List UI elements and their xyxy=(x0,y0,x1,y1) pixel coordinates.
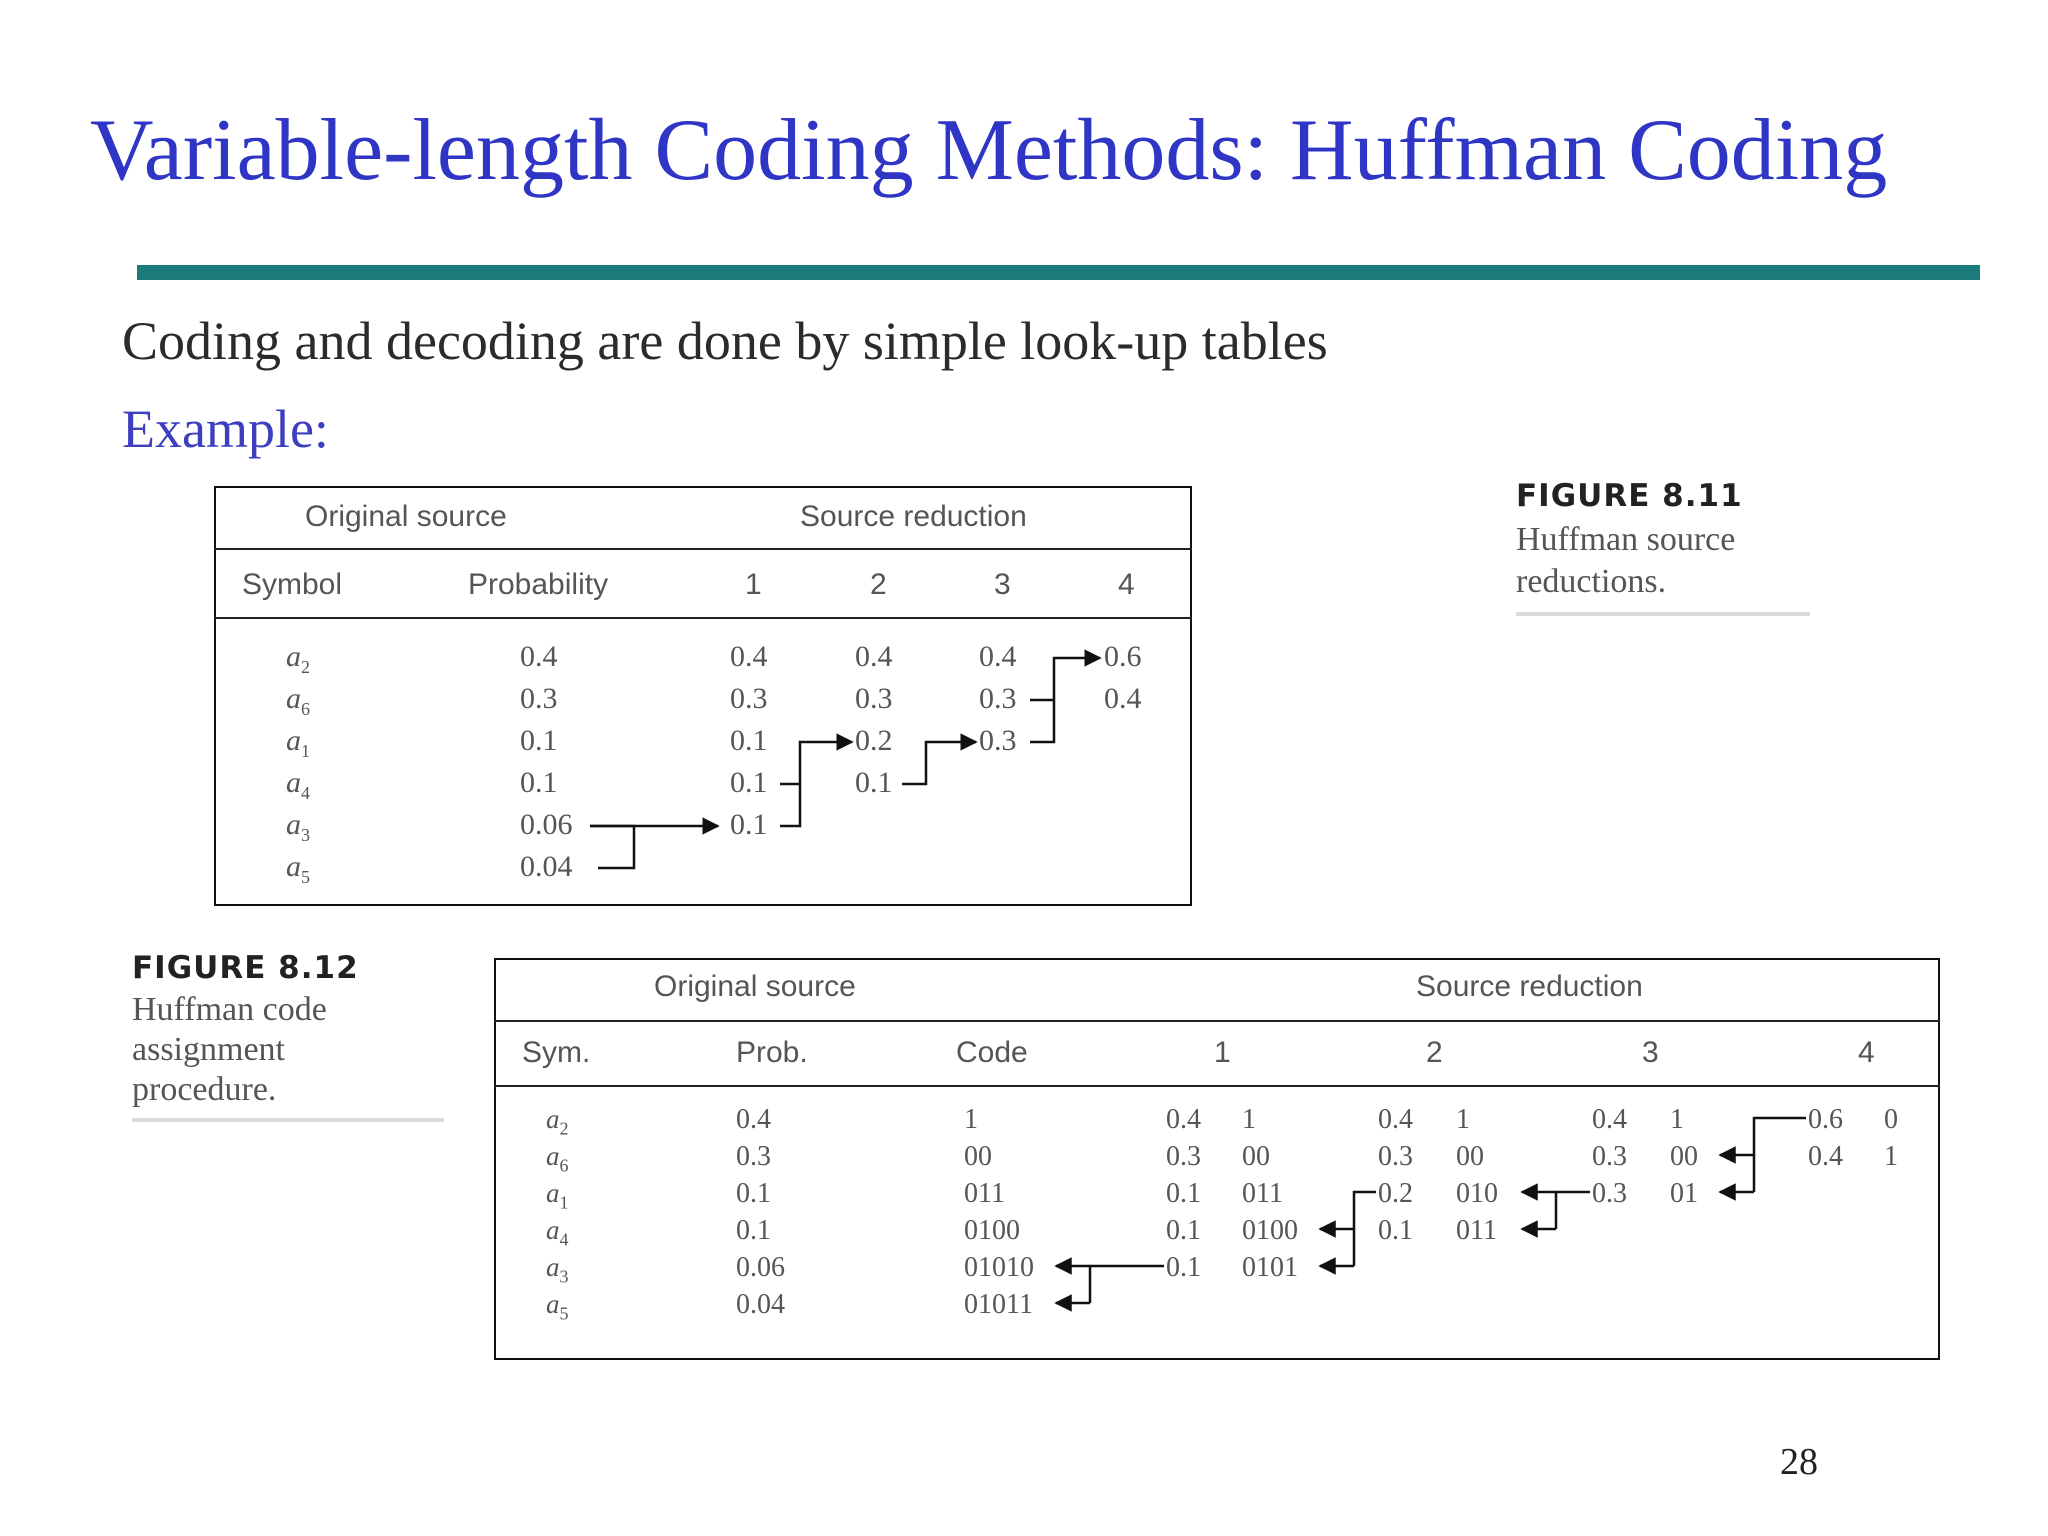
figure-8-12-r3-code: 01 xyxy=(1670,1178,1698,1209)
figure-8-11-reduction-1: 0.1 xyxy=(730,766,768,799)
slide-title: Variable-length Coding Methods: Huffman Coding xyxy=(90,102,1888,199)
figure-8-11-reduction-2: 0.1 xyxy=(855,766,893,799)
figure-8-12-col-4: 4 xyxy=(1858,1036,1875,1069)
figure-8-12-r2-code: 1 xyxy=(1456,1104,1470,1135)
figure-8-12-col-code: Code xyxy=(956,1036,1028,1069)
figure-8-12-r4-code: 0 xyxy=(1884,1104,1898,1135)
figure-8-11-probability: 0.1 xyxy=(520,766,558,799)
figure-8-12-r1-prob: 0.1 xyxy=(1166,1178,1201,1209)
figure-8-11-header-rule xyxy=(214,548,1192,550)
slide-subtitle: Coding and decoding are done by simple look-up tables xyxy=(122,311,1328,371)
figure-8-12-r2-prob: 0.4 xyxy=(1378,1104,1413,1135)
figure-8-12-header-rule xyxy=(494,1020,1940,1022)
figure-8-12-code: 011 xyxy=(964,1178,1005,1209)
figure-8-11-probability: 0.3 xyxy=(520,682,558,715)
figure-8-12-col-1: 1 xyxy=(1214,1036,1231,1069)
figure-8-11-reduction-1: 0.1 xyxy=(730,724,768,757)
figure-8-12-r4-prob: 0.4 xyxy=(1808,1141,1843,1172)
figure-8-12-probability: 0.1 xyxy=(736,1178,771,1209)
figure-8-12-r3-code: 00 xyxy=(1670,1141,1698,1172)
title-divider xyxy=(137,265,1980,280)
figure-8-11-reduction-2: 0.4 xyxy=(855,640,893,673)
figure-8-12-col-3: 3 xyxy=(1642,1036,1659,1069)
figure-8-12-code: 01010 xyxy=(964,1252,1034,1283)
figure-8-12-r4-code: 1 xyxy=(1884,1141,1898,1172)
figure-8-11-group-original: Original source xyxy=(305,500,507,533)
figure-8-12-group-reduction: Source reduction xyxy=(1416,970,1643,1003)
figure-8-11-probability: 0.4 xyxy=(520,640,558,673)
figure-8-11-reduction-3: 0.3 xyxy=(979,682,1017,715)
figure-8-12-symbol: $a_1$ xyxy=(546,1178,569,1213)
figure-8-11-probability: 0.1 xyxy=(520,724,558,757)
figure-8-11-reduction-3: 0.3 xyxy=(979,724,1017,757)
figure-8-11-col-symbol: Symbol xyxy=(242,568,343,601)
figure-8-12-caption-line: Huffman code xyxy=(132,991,327,1028)
figure-8-12-probability: 0.4 xyxy=(736,1104,771,1135)
figure-8-11-col-2: 2 xyxy=(870,568,887,601)
figure-8-12-probability: 0.1 xyxy=(736,1215,771,1246)
figure-8-12-caption-head: FIGURE 8.12 xyxy=(132,950,359,986)
figure-8-12-r1-code: 0100 xyxy=(1242,1215,1298,1246)
figure-8-11-reduction-4: 0.6 xyxy=(1104,640,1142,673)
figure-8-11-symbol: $a_6$ xyxy=(286,682,310,719)
figure-8-12-r2-prob: 0.1 xyxy=(1378,1215,1413,1246)
figure-8-12-symbol: $a_6$ xyxy=(546,1141,569,1176)
figure-8-12-r1-code: 011 xyxy=(1242,1178,1283,1209)
figure-8-12-symbol: $a_4$ xyxy=(546,1215,569,1250)
figure-8-12-column-rule xyxy=(494,1085,1940,1087)
figure-8-11-symbol: $a_3$ xyxy=(286,808,310,845)
figure-8-12-r2-code: 011 xyxy=(1456,1215,1497,1246)
figure-8-11-col-1: 1 xyxy=(745,568,762,601)
figure-8-11-column-rule xyxy=(214,617,1192,619)
figure-8-12-r3-prob: 0.3 xyxy=(1592,1178,1627,1209)
figure-8-12-code: 0100 xyxy=(964,1215,1020,1246)
figure-8-12-r3-prob: 0.3 xyxy=(1592,1141,1627,1172)
figure-8-12-code: 1 xyxy=(964,1104,978,1135)
figure-8-12-probability: 0.3 xyxy=(736,1141,771,1172)
figure-8-12-r1-prob: 0.4 xyxy=(1166,1104,1201,1135)
figure-8-11-reduction-1: 0.1 xyxy=(730,808,768,841)
example-label: Example: xyxy=(122,399,329,459)
figure-8-12-r2-prob: 0.2 xyxy=(1378,1178,1413,1209)
page-number: 28 xyxy=(1780,1441,1818,1483)
figure-8-11-caption-line: reductions. xyxy=(1516,563,1667,600)
figure-8-12-r2-code: 00 xyxy=(1456,1141,1484,1172)
figure-8-12-col-prob: Prob. xyxy=(736,1036,808,1069)
figure-8-12-group-original: Original source xyxy=(654,970,856,1003)
figure-8-11-symbol: $a_4$ xyxy=(286,766,310,803)
figure-8-11-caption-rule xyxy=(1516,612,1810,616)
figure-8-12-symbol: $a_3$ xyxy=(546,1252,569,1287)
figure-8-11-probability: 0.06 xyxy=(520,808,573,841)
figure-8-12-r1-prob: 0.3 xyxy=(1166,1141,1201,1172)
figure-8-12-caption-line: assignment xyxy=(132,1031,285,1068)
figure-8-11-col-4: 4 xyxy=(1118,568,1135,601)
figure-8-11-symbol: $a_2$ xyxy=(286,640,310,677)
figure-8-12-code: 01011 xyxy=(964,1289,1033,1320)
figure-8-12-code: 00 xyxy=(964,1141,992,1172)
figure-8-11-col-probability: Probability xyxy=(468,568,609,601)
figure-8-12-r2-code: 010 xyxy=(1456,1178,1498,1209)
figure-8-12-probability: 0.06 xyxy=(736,1252,785,1283)
figure-8-12-r3-prob: 0.4 xyxy=(1592,1104,1627,1135)
figure-8-12-r1-code: 0101 xyxy=(1242,1252,1298,1283)
figure-8-12-caption-rule xyxy=(132,1118,444,1122)
figure-8-11-reduction-1: 0.3 xyxy=(730,682,768,715)
figure-8-12-r1-code: 00 xyxy=(1242,1141,1270,1172)
figure-8-11-group-reduction: Source reduction xyxy=(800,500,1027,533)
figure-8-11-caption-head: FIGURE 8.11 xyxy=(1516,478,1743,514)
figure-8-11-reduction-2: 0.3 xyxy=(855,682,893,715)
figure-8-12-probability: 0.04 xyxy=(736,1289,785,1320)
figure-8-12-r1-prob: 0.1 xyxy=(1166,1252,1201,1283)
figure-8-11-caption-line: Huffman source xyxy=(1516,521,1736,558)
figure-8-12-r2-prob: 0.3 xyxy=(1378,1141,1413,1172)
figure-8-11-symbol: $a_1$ xyxy=(286,724,310,761)
figure-8-11-reduction-4: 0.4 xyxy=(1104,682,1142,715)
figure-8-12-r1-prob: 0.1 xyxy=(1166,1215,1201,1246)
figure-8-12-col-sym: Sym. xyxy=(522,1036,591,1069)
figure-8-12-caption-line: procedure. xyxy=(132,1071,277,1108)
figure-8-11-symbol: $a_5$ xyxy=(286,850,310,887)
figure-8-12-symbol: $a_5$ xyxy=(546,1289,569,1324)
figure-8-11-reduction-2: 0.2 xyxy=(855,724,893,757)
figure-8-12-col-2: 2 xyxy=(1426,1036,1443,1069)
figure-8-11-col-3: 3 xyxy=(994,568,1011,601)
figure-8-11-reduction-3: 0.4 xyxy=(979,640,1017,673)
figure-8-12-table xyxy=(494,958,1940,1360)
figure-8-12-r4-prob: 0.6 xyxy=(1808,1104,1843,1135)
figure-8-11-reduction-1: 0.4 xyxy=(730,640,768,673)
figure-8-12-symbol: $a_2$ xyxy=(546,1104,569,1139)
figure-8-12-r1-code: 1 xyxy=(1242,1104,1256,1135)
figure-8-12-r3-code: 1 xyxy=(1670,1104,1684,1135)
figure-8-11-probability: 0.04 xyxy=(520,850,573,883)
